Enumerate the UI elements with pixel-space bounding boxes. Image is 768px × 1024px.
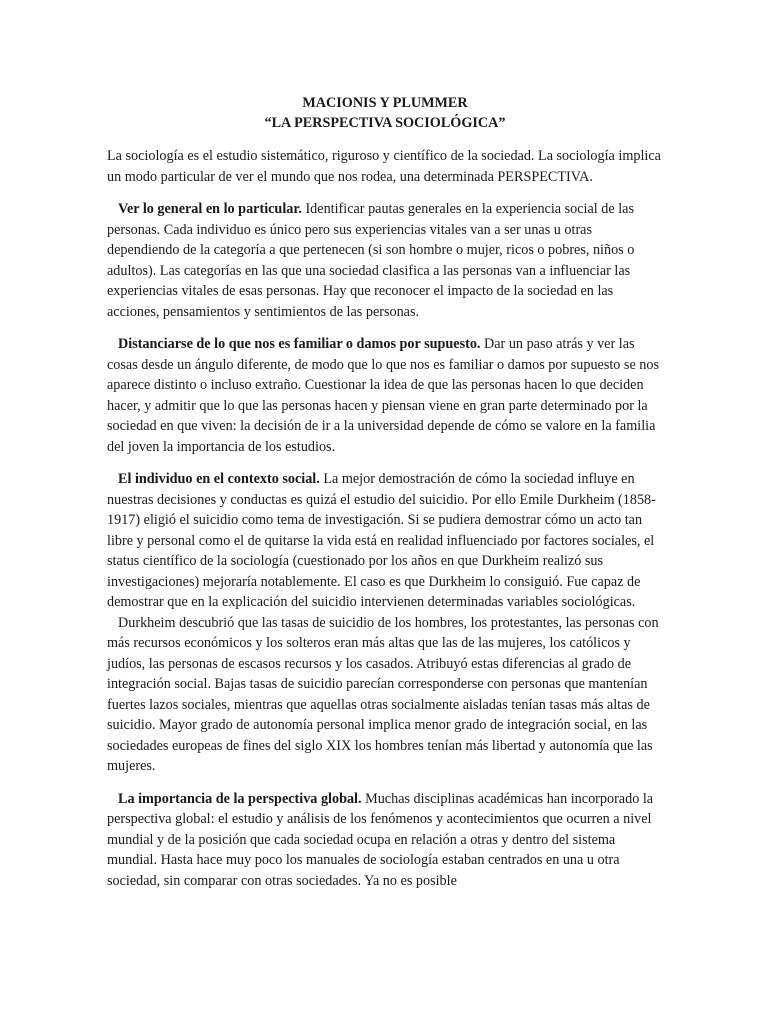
document-page — [107, 93, 663, 903]
section-paragraph — [107, 334, 663, 457]
section-continuation: Durkheim descubrió que las tasas de suicidio de los hombres, los protestantes, las personas con más recursos económicos y los solteros eran más altas que las de las mujeres, los católicos y judíos, las personas de escasos recursos y los casados. Atribuyó estas diferencias al grado de integración social. Bajas tasas de suicidio parecían corresponderse con personas que mantenían fuertes lazos sociales, mientras que aquellas otras socialmente aisladas tenían tasas más altas de suicidio. Mayor grado de autonomía personal implica menor grado de integración social, en las sociedades europeas de fines del siglo XIX los hombres tenían más libertad y autonomía que las mujeres. — [107, 614, 659, 774]
section-general-particular — [107, 199, 663, 322]
title-block — [107, 93, 663, 133]
section-heading: Distanciarse de lo que nos es familiar o damos por supuesto. — [118, 336, 481, 352]
document-author: MACIONIS Y PLUMMER — [302, 95, 468, 111]
section-perspectiva-global — [107, 789, 663, 892]
section-distanciarse — [107, 334, 663, 457]
intro-paragraph: La sociología es el estudio sistemático, riguroso y científico de la sociedad. La sociología implica un modo particular de ver el mundo que nos rodea, una determinada PERSPECTIVA. — [107, 148, 661, 185]
section-paragraph — [107, 199, 663, 322]
section-heading: Ver lo general en lo particular. — [118, 201, 302, 217]
section-body: Identificar pautas generales en la experiencia social de las personas. Cada individuo es único pero sus experiencias vitales van a ser unas u otras dependiendo de la categoría a que pertenecen (si son hombre o mujer, ricos o pobres, niños o adultos). Las categorías en las que una sociedad clasifica a las personas van a influenciar las experiencias vitales de esas personas. Hay que reconocer el impacto de la sociedad en las acciones, pensamientos y sentimientos de las personas. — [107, 201, 635, 320]
section-individuo-contexto — [107, 469, 663, 777]
section-heading: La importancia de la perspectiva global. — [118, 790, 362, 807]
section-paragraph — [107, 789, 663, 892]
section-heading: El individuo en el contexto social. — [118, 471, 320, 487]
section-body: La mejor demostración de cómo la sociedad influye en nuestras decisiones y conductas es quizá el estudio del suicidio. Por ello Emile Durkheim (1858-1917) eligió el suicidio como tema de investigación. Si se pudiera demostrar cómo un acto tan libre y personal como el de quitarse la vida está en realidad influenciado por factores sociales, el status científico de la sociología (cuestionado por los años en que Durkheim realizó sus investigaciones) mejoraría notablemente. El caso es que Durkheim lo consiguió. Fue capaz de demostrar que en la explicación del suicidio intervienen determinadas variables sociológicas. — [107, 471, 656, 610]
document-title: “LA PERSPECTIVA SOCIOLÓGICA” — [264, 115, 506, 131]
section-paragraph — [107, 469, 663, 613]
section-body: Dar un paso atrás y ver las cosas desde un ángulo diferente, de modo que lo que nos es familiar o damos por supuesto se nos aparece distinto o incluso extraño. Cuestionar la idea de que las personas hacen lo que deciden hacer, y admitir que lo que las personas hacen y piensan viene en gran parte determinado por la sociedad en que viven: la decisión de ir a la universidad depende de cómo se valore en la familia del joven la importancia de los estudios. — [107, 336, 660, 455]
section-body: Muchas disciplinas académicas han incorporado la perspectiva global: el estudio y análisis de los fenómenos y acontecimientos que ocurren a nivel mundial y de la posición que cada sociedad ocupa en relación a otras y dentro del sistema mundial. Hasta hace muy poco los manuales de sociología estaban centrados en una u otra sociedad, sin comparar con otras sociedades. Ya no es posible — [107, 790, 654, 889]
